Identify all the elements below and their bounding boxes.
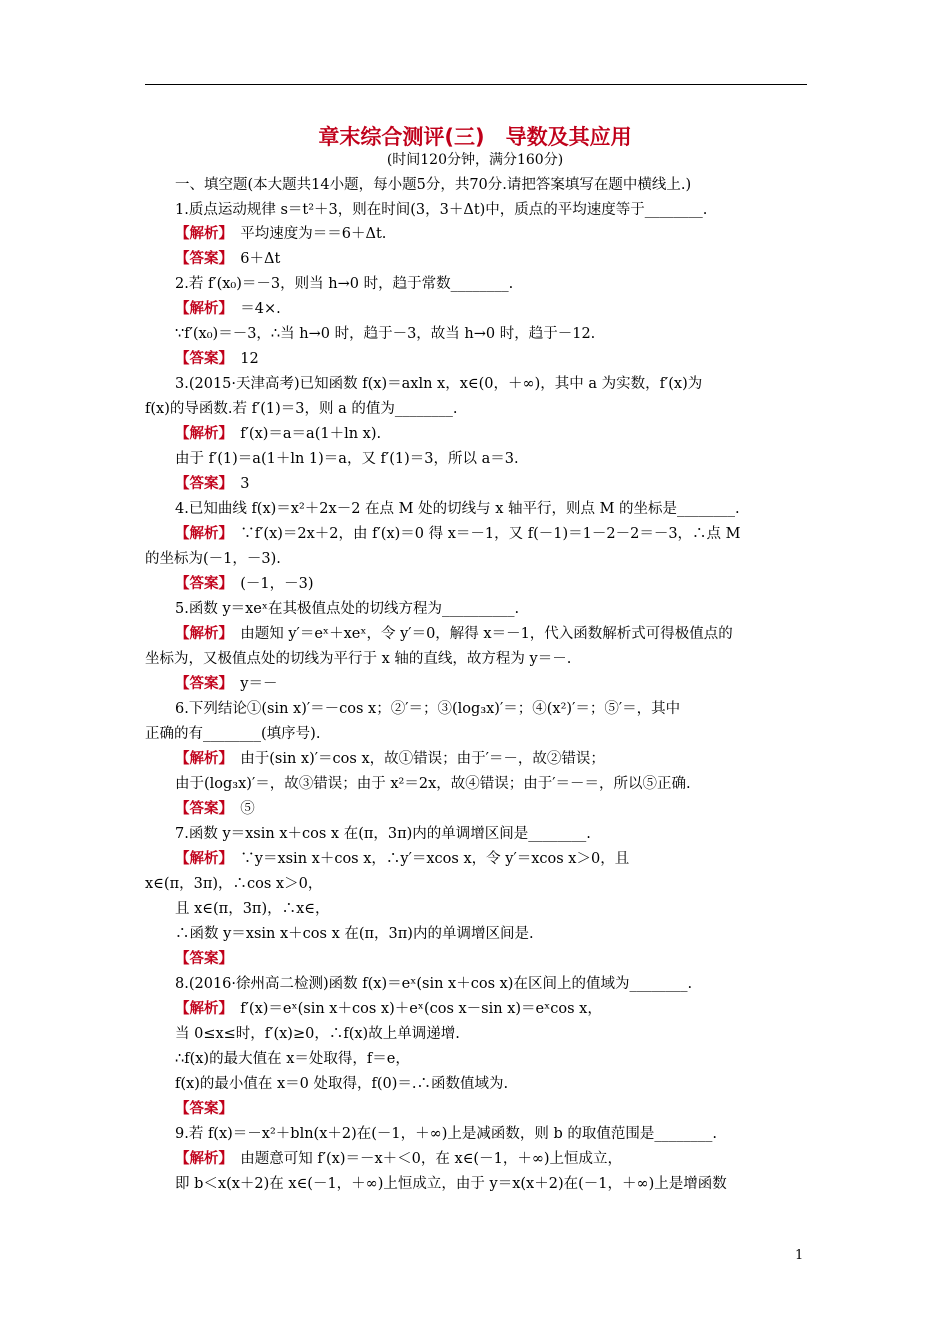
- text-line: [175, 922, 807, 947]
- line-text: 6.下列结论①(sin x)′＝－cos x；②′＝；③(log₃x)′＝；④(x²)′＝；⑤′＝，其中: [175, 701, 681, 717]
- line-text: 9.若 f(x)＝－x²＋bln(x＋2)在(－1，＋∞)上是减函数，则 b 的取值范围是________.: [175, 1126, 717, 1142]
- line-text: 即 b＜x(x＋2)在 x∈(－1，＋∞)上恒成立，由于 y＝x(x＋2)在(－1，＋∞)上是增函数: [175, 1176, 727, 1192]
- line-text: ∵f′(x₀)＝－3，∴当 h→0 时，趋于－3，故当 h→0 时，趋于－12.: [175, 326, 596, 342]
- text-line: [175, 472, 807, 497]
- text-line: [175, 747, 807, 772]
- line-text: y＝－: [225, 676, 278, 692]
- section-tag: 【解析】: [175, 526, 226, 542]
- section-tag: 【解析】: [175, 226, 226, 242]
- section-tag: 【答案】: [175, 801, 226, 817]
- text-line: [175, 173, 807, 198]
- text-line: [175, 672, 807, 697]
- line-text: 由题意可知 f′(x)＝－x＋＜0，在 x∈(－1，＋∞)上恒成立，: [225, 1151, 623, 1167]
- line-text: f′(x)＝a＝a(1＋ln x).: [225, 426, 382, 442]
- text-line: [145, 547, 807, 572]
- line-text: 12: [225, 351, 259, 367]
- line-text: 由于(log₃x)′＝，故③错误；由于 x²＝2x，故④错误；由于′＝－＝，所以⑤正确.: [175, 776, 691, 792]
- text-line: [175, 347, 807, 372]
- line-text: ＝4×.: [225, 301, 281, 317]
- line-text: 由题知 y′＝eˣ＋xeˣ，令 y′＝0，解得 x＝－1，代入函数解析式可得极值点的: [225, 626, 733, 642]
- line-text: 8.(2016·徐州高二检测)函数 f(x)＝eˣ(sin x＋cos x)在区间上的值域为________.: [175, 976, 693, 992]
- text-line: [175, 1122, 807, 1147]
- text-line: [175, 1022, 807, 1047]
- text-line: [175, 247, 807, 272]
- line-text: f′(x)＝eˣ(sin x＋cos x)＋eˣ(cos x－sin x)＝eˣcos x，: [225, 1001, 602, 1017]
- section-tag: 【答案】: [175, 576, 226, 592]
- section-tag: 【答案】: [175, 1101, 233, 1117]
- line-text: 正确的有________(填序号).: [145, 726, 321, 742]
- text-line: [175, 198, 807, 223]
- line-text: 5.函数 y＝xeˣ在其极值点处的切线方程为__________.: [175, 601, 520, 617]
- text-line: [145, 872, 807, 897]
- text-line: [145, 722, 807, 747]
- line-text: 一、填空题(本大题共14小题，每小题5分，共70分.请把答案填写在题中横线上.): [175, 177, 692, 193]
- page-number: 1: [795, 1248, 804, 1263]
- line-text: 当 0≤x≤时，f′(x)≥0，∴f(x)故上单调递增.: [175, 1026, 460, 1042]
- line-text: 且 x∈(π，3π)，∴x∈，: [175, 901, 330, 917]
- line-text: ∴f(x)的最大值在 x＝处取得，f＝e，: [175, 1051, 410, 1067]
- section-tag: 【解析】: [175, 626, 226, 642]
- text-line: [175, 822, 807, 847]
- text-line: [175, 622, 807, 647]
- section-tag: 【解析】: [175, 301, 226, 317]
- line-text: f(x)的导函数.若 f′(1)＝3，则 a 的值为________.: [145, 401, 458, 417]
- text-line: [175, 597, 807, 622]
- line-text: (－1，－3): [225, 576, 314, 592]
- text-line: [175, 1097, 807, 1122]
- text-line: [175, 1047, 807, 1072]
- section-tag: 【答案】: [175, 476, 226, 492]
- line-text: 6＋Δt: [225, 251, 281, 267]
- text-line: [175, 947, 807, 972]
- section-tag: 【答案】: [175, 676, 226, 692]
- text-line: [175, 847, 807, 872]
- text-line: [175, 522, 807, 547]
- section-tag: 【答案】: [175, 351, 226, 367]
- text-line: [175, 372, 807, 397]
- text-line: [175, 422, 807, 447]
- line-text: 坐标为，又极值点处的切线为平行于 x 轴的直线，故方程为 y＝－.: [145, 651, 572, 667]
- line-text: 平均速度为＝＝6＋Δt.: [225, 226, 387, 242]
- text-line: [175, 447, 807, 472]
- text-line: [175, 322, 807, 347]
- line-text: ∴函数 y＝xsin x＋cos x 在(π，3π)内的单调增区间是.: [175, 926, 534, 942]
- page-subtitle: (时间120分钟，满分160分): [386, 152, 564, 168]
- line-text: ∵y＝xsin x＋cos x，∴y′＝xcos x，令 y′＝xcos x＞0，且: [225, 851, 630, 867]
- text-line: [175, 772, 807, 797]
- line-text: 由于(sin x)′＝cos x，故①错误；由于′＝－，故②错误；: [225, 751, 605, 767]
- text-line: [175, 272, 807, 297]
- text-line: [145, 397, 807, 422]
- section-tag: 【解析】: [175, 1001, 226, 1017]
- text-line: [175, 1147, 807, 1172]
- text-line: [175, 797, 807, 822]
- section-tag: 【解析】: [175, 851, 226, 867]
- line-text: 1.质点运动规律 s＝t²＋3，则在时间(3，3＋Δt)中，质点的平均速度等于________.: [175, 202, 708, 218]
- header-rule: [145, 84, 807, 85]
- text-line: [175, 972, 807, 997]
- section-tag: 【解析】: [175, 751, 226, 767]
- text-line: [175, 222, 807, 247]
- text-line: [175, 897, 807, 922]
- text-line: [175, 297, 807, 322]
- text-line: [175, 497, 807, 522]
- line-text: 4.已知曲线 f(x)＝x²＋2x－2 在点 M 处的切线与 x 轴平行，则点 M 的坐标是________.: [175, 501, 740, 517]
- text-line: [175, 697, 807, 722]
- section-tag: 【答案】: [175, 951, 233, 967]
- line-text: 7.函数 y＝xsin x＋cos x 在(π，3π)内的单调增区间是________.: [175, 826, 591, 842]
- section-tag: 【解析】: [175, 1151, 226, 1167]
- text-line: [175, 997, 807, 1022]
- line-text: 3.(2015·天津高考)已知函数 f(x)＝axln x，x∈(0，＋∞)，其中 a 为实数，f′(x)为: [175, 376, 703, 392]
- line-text: 由于 f′(1)＝a(1＋ln 1)＝a，又 f′(1)＝3，所以 a＝3.: [175, 451, 519, 467]
- section-tag: 【解析】: [175, 426, 226, 442]
- page-title: 章末综合测评(三) 导数及其应用: [318, 125, 632, 149]
- line-text: 2.若 f′(x₀)＝－3，则当 h→0 时，趋于常数________.: [175, 276, 514, 292]
- text-line: [175, 1072, 807, 1097]
- line-text: f(x)的最小值在 x＝0 处取得，f(0)＝.∴函数值域为.: [175, 1076, 509, 1092]
- text-line: [175, 572, 807, 597]
- text-line: [175, 1172, 807, 1197]
- line-text: 3: [225, 476, 250, 492]
- section-tag: 【答案】: [175, 251, 226, 267]
- line-text: x∈(π，3π)，∴cos x＞0，: [145, 876, 323, 892]
- text-line: [145, 647, 807, 672]
- line-text: ∵f′(x)＝2x＋2，由 f′(x)＝0 得 x＝－1，又 f(－1)＝1－2－2＝－3，∴点 M: [225, 526, 741, 542]
- line-text: 的坐标为(－1，－3).: [145, 551, 281, 567]
- line-text: ⑤: [225, 801, 255, 817]
